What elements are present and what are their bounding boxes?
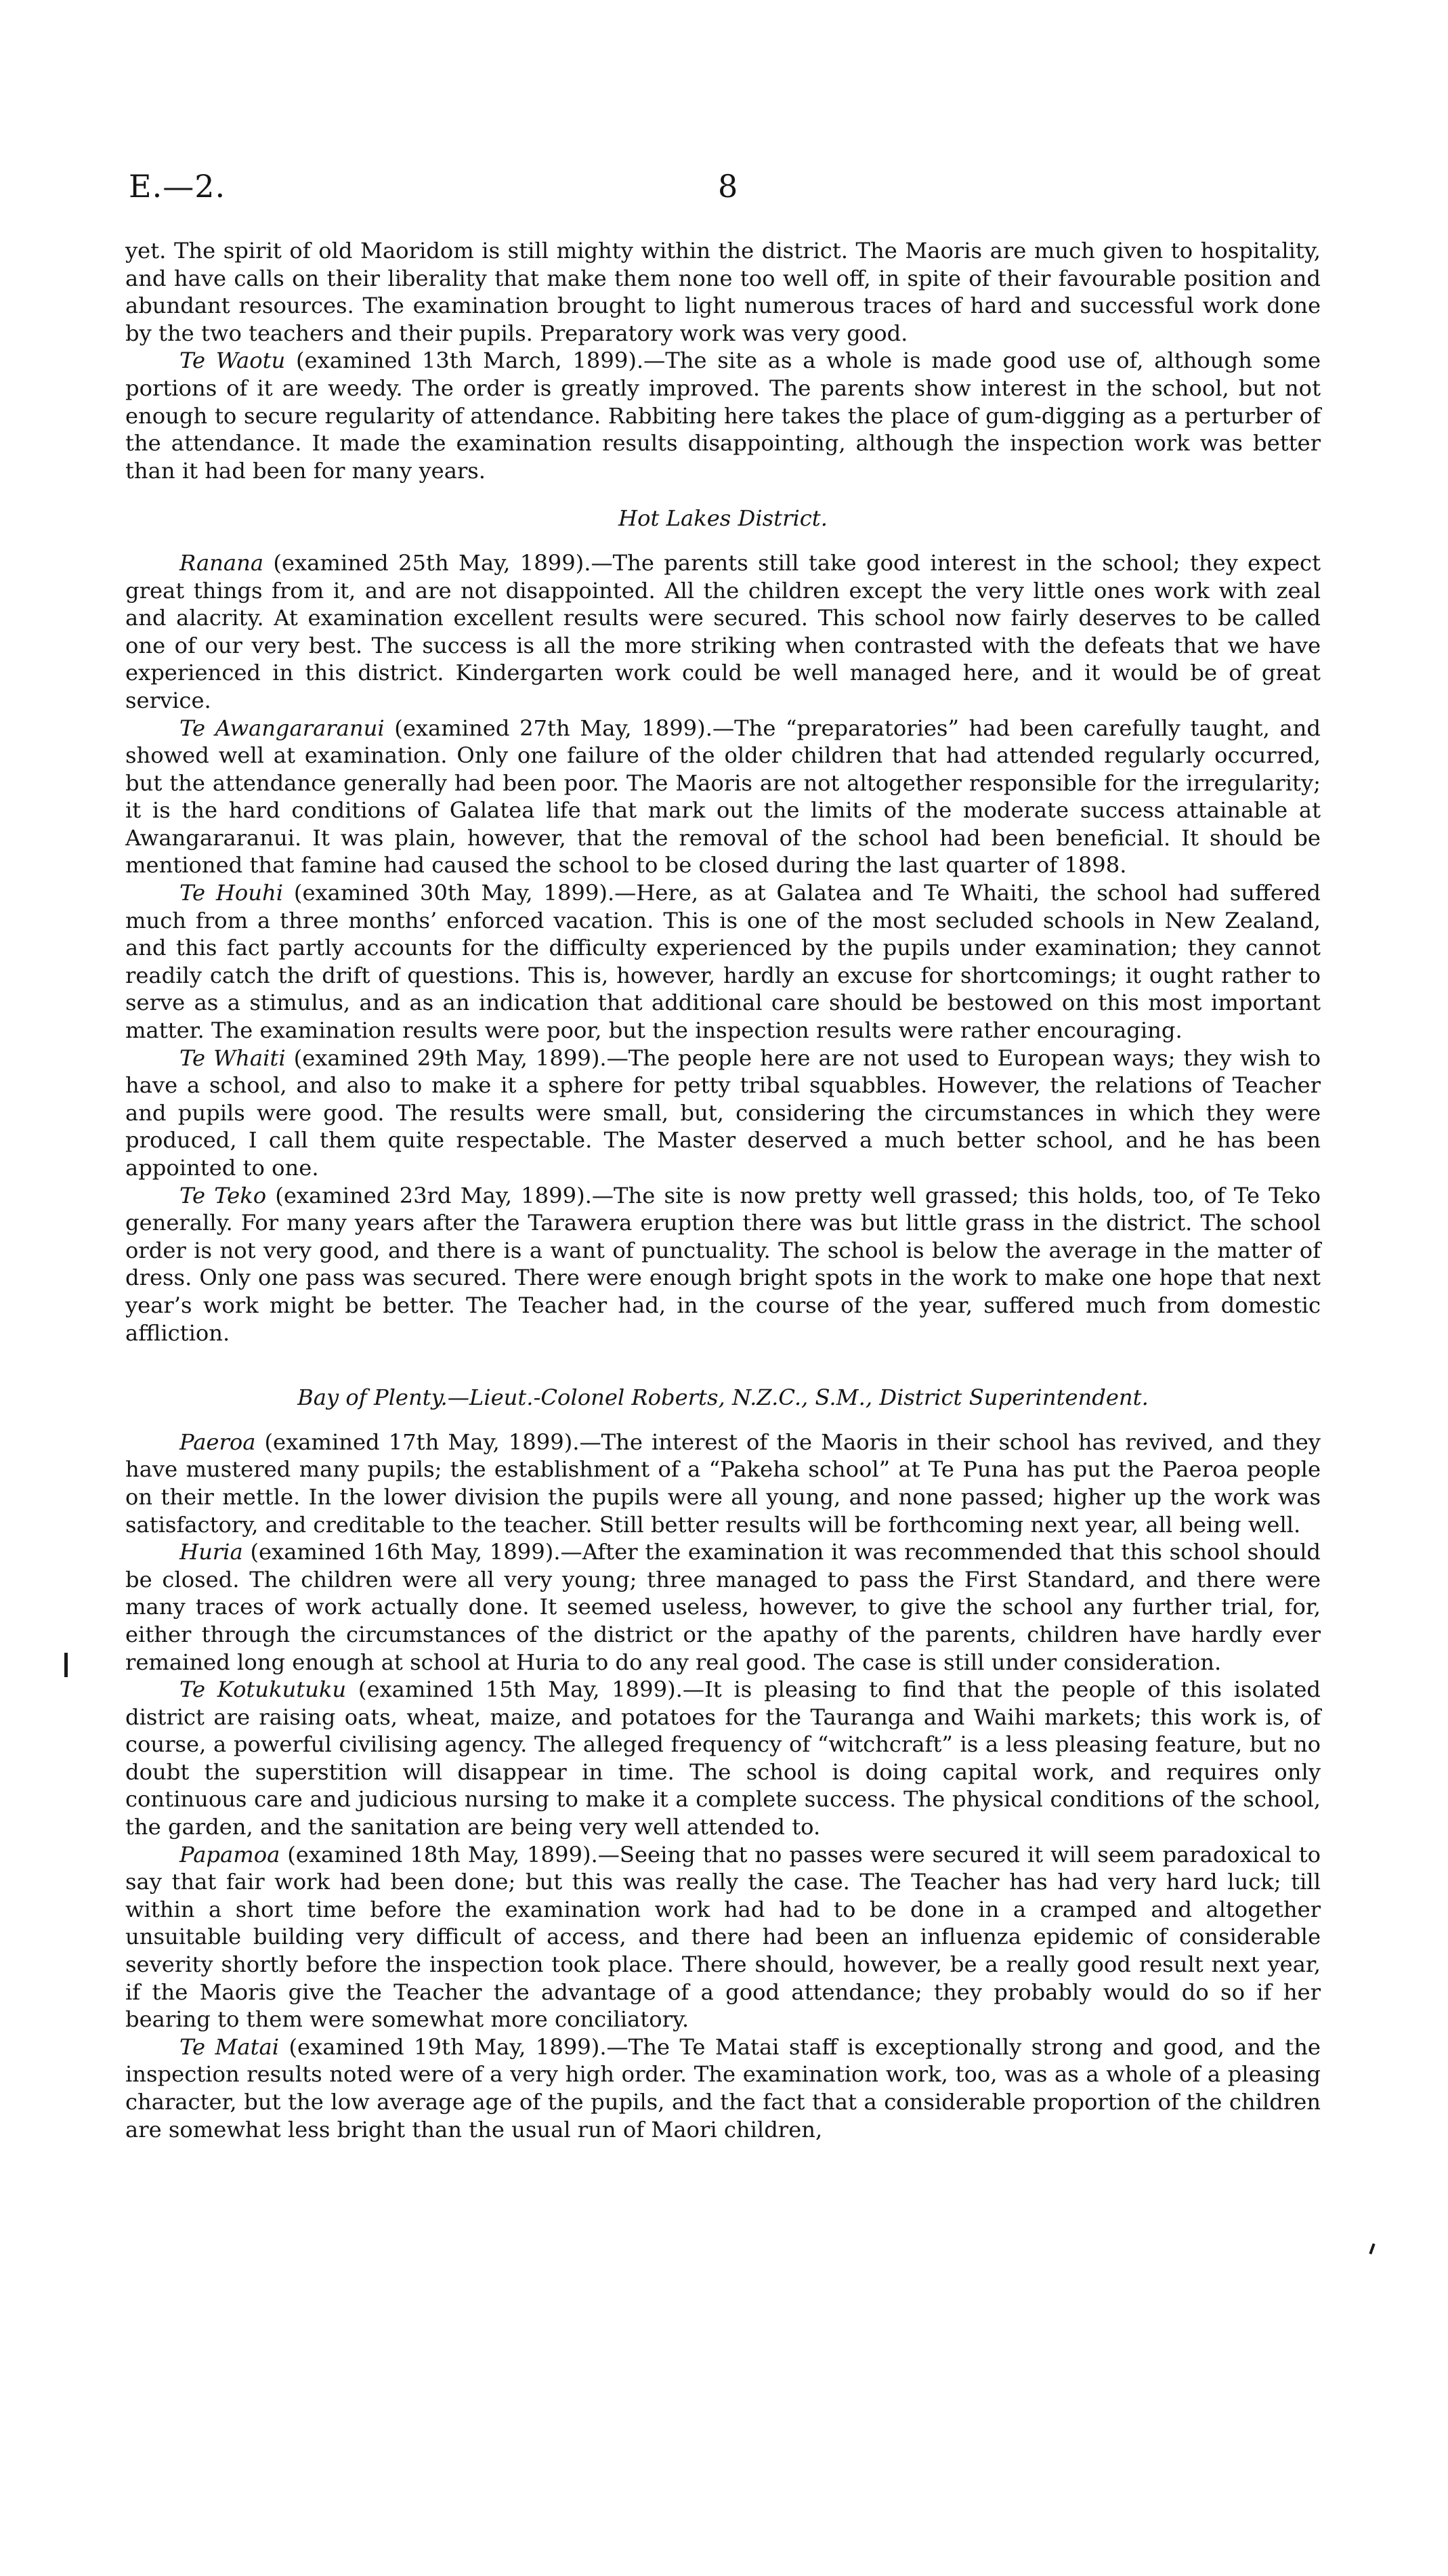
- margin-scan-mark: [1369, 2243, 1375, 2254]
- paragraph-text: (examined 18th May, 1899).—Seeing that no passes were secured it will seem paradoxical to say that fair work had been done; but this was really the case. The Teacher has had very hard luck; till within a short time before the examination work had had to be done in a cramped and altogether unsuitable building very difficult of access, and there had been an influenza epidemic of considerable severity shortly before the inspection took place. There should, however, be a really good result next year, if the Maoris give the Teacher the advantage of a good attendance; they probably would do so if her bearing to them were somewhat more conciliatory.: [125, 1841, 1321, 2033]
- school-name: Te Kotukutuku: [179, 1676, 347, 1703]
- paragraph-text: (examined 30th May, 1899).—Here, as at Galatea and Te Whaiti, the school had suffered much from a three months’ enforced vacation. This is one of the most secluded schools in New Zealand, and this fact partly accounts for the difficulty experienced by the pupils under examination; they cannot readily catch the drift of questions. This is, however, hardly an excuse for shortcomings; it ought rather to serve as a stimulus, and as an indication that additional care should be bestowed on this most important matter. The examination results were poor, but the inspection results were rather encouraging.: [125, 880, 1321, 1044]
- paragraph-huria: [125, 1538, 1321, 1676]
- paragraph-text: (examined 29th May, 1899).—The people here are not used to European ways; they wish to have a school, and also to make it a sphere for petty tribal squabbles. However, the relations of Teacher and pupils were good. The results were small, but, considering the circumstances in which they were produced, I call them quite respectable. The Master deserved a much better school, and he has been appointed to one.: [125, 1044, 1321, 1181]
- paragraph-te-houhi: [125, 879, 1321, 1044]
- paragraph-text: (examined 13th March, 1899).—The site as a whole is made good use of, although some portions of it are weedy. The order is greatly improved. The parents show interest in the school, but not enough to secure regularity of attendance. Rabbiting here takes the place of gum-digging as a perturber of the attendance. It made the examination results disappointing, although the inspection work was better than it had been for many years.: [125, 347, 1321, 484]
- school-name: Te Houhi: [179, 880, 284, 906]
- paragraph-te-matai: [125, 2033, 1321, 2143]
- school-name: Te Matai: [179, 2033, 280, 2060]
- section-heading-bay-of-plenty: Bay of Plenty.—Lieut.-Colonel Roberts, N.Z.C., S.M., District Superintendent.: [297, 1385, 1149, 1411]
- section-heading-hot-lakes: Hot Lakes District.: [618, 505, 828, 532]
- school-name: Te Waotu: [179, 347, 286, 374]
- school-name: Te Awangararanui: [179, 715, 385, 741]
- paragraph-te-waotu: [125, 347, 1321, 484]
- paragraph-te-awangararanui: [125, 715, 1321, 880]
- paragraph-te-teko: [125, 1182, 1321, 1347]
- paragraph-paeroa: [125, 1429, 1321, 1538]
- paragraph-text: (examined 27th May, 1899).—The “preparatories” had been carefully taught, and showed well at examination. Only one failure of the older children that had attended regularly occurred, but the attendance generally had been poor. The Maoris are not altogether responsible for the irregularity; it is the hard conditions of Galatea life that mark out the limits of the moderate success attainable at Awangararanui. It was plain, however, that the removal of the school had been beneficial. It should be mentioned that famine had caused the school to be closed during the last quarter of 1898.: [125, 715, 1321, 879]
- paragraph-text: (examined 25th May, 1899).—The parents still take good interest in the school; they expect great things from it, and are not disappointed. All the children except the very little ones work with zeal and alacrity. At examination excellent results were secured. This school now fairly deserves to be called one of our very best. The success is all the more striking when contrasted with the defeats that we have experienced in this district. Kindergarten work could be well managed here, and it would be of great service.: [125, 549, 1321, 713]
- school-name: Ranana: [179, 549, 264, 576]
- paragraph-te-whaiti: [125, 1044, 1321, 1182]
- paragraph-text: (examined 16th May, 1899).—After the examination it was recommended that this school should be closed. The children were all very young; three managed to pass the First Standard, and there were many traces of work actually done. It seemed useless, however, to give the school any further trial, for, either through the circumstances of the district or the apathy of the parents, children have hardly ever remained long enough at school at Huria to do any real good. The case is still under consideration.: [125, 1539, 1321, 1675]
- paragraph-te-kotukutuku: [125, 1676, 1321, 1841]
- paragraph-ranana: [125, 549, 1321, 715]
- paragraph-text: yet. The spirit of old Maoridom is still mighty within the district. The Maoris are much given to hospitality, and have calls on their liberality that make them none too well off, in spite of their favourable position and abundant resources. The examination brought to light numerous traces of hard and successful work done by the two teachers and their pupils. Preparatory work was very good.: [125, 238, 1321, 346]
- paragraph-papamoa: [125, 1841, 1321, 2033]
- paragraph-text: (examined 19th May, 1899).—The Te Matai staff is exceptionally strong and good, and the inspection results noted were of a very high order. The examination work, too, was as a whole of a pleasing character, but the low average age of the pupils, and the fact that a considerable proportion of the children are somewhat less bright than the usual run of Maori children,: [125, 2033, 1321, 2142]
- margin-scan-mark: [64, 1653, 68, 1677]
- school-name: Huria: [179, 1539, 243, 1565]
- document-body: [125, 237, 1321, 2143]
- school-name: Papamoa: [179, 1841, 280, 1867]
- paragraph-text: (examined 15th May, 1899).—It is pleasing to find that the people of this isolated district are raising oats, wheat, maize, and potatoes for the Tauranga and Waihi markets; this work is, of course, a powerful civilising agency. The alleged frequency of “witchcraft” is a less pleasing feature, but no doubt the superstition will disappear in time. The school is doing capital work, and requires only continuous care and judicious nursing to make it a complete success. The physical conditions of the school, the garden, and the sanitation are being very well attended to.: [125, 1676, 1321, 1840]
- paragraph-text: (examined 23rd May, 1899).—The site is now pretty well grassed; this holds, too, of Te Teko generally. For many years after the Tarawera eruption there was but little grass in the district. The school order is not very good, and there is a want of punctuality. The school is below the average in the matter of dress. Only one pass was secured. There were enough bright spots in the work to make one hope that next year’s work might be better. The Teacher had, in the course of the year, suffered much from domestic affliction.: [125, 1182, 1321, 1346]
- school-name: Te Teko: [179, 1182, 267, 1208]
- school-name: Te Whaiti: [179, 1044, 286, 1071]
- page-number: 8: [718, 168, 739, 205]
- report-reference: E.—2.: [129, 168, 226, 205]
- paragraph-continuation: [125, 237, 1321, 347]
- paragraph-text: (examined 17th May, 1899).—The interest of the Maoris in their school has revived, and they have mustered many pupils; the establishment of a “Pakeha school” at Te Puna has put the Paeroa people on their mettle. In the lower division the pupils were all young, and none passed; higher up the work was satisfactory, and creditable to the teacher. Still better results will be forthcoming next year, all being well.: [125, 1429, 1321, 1538]
- school-name: Paeroa: [179, 1429, 256, 1455]
